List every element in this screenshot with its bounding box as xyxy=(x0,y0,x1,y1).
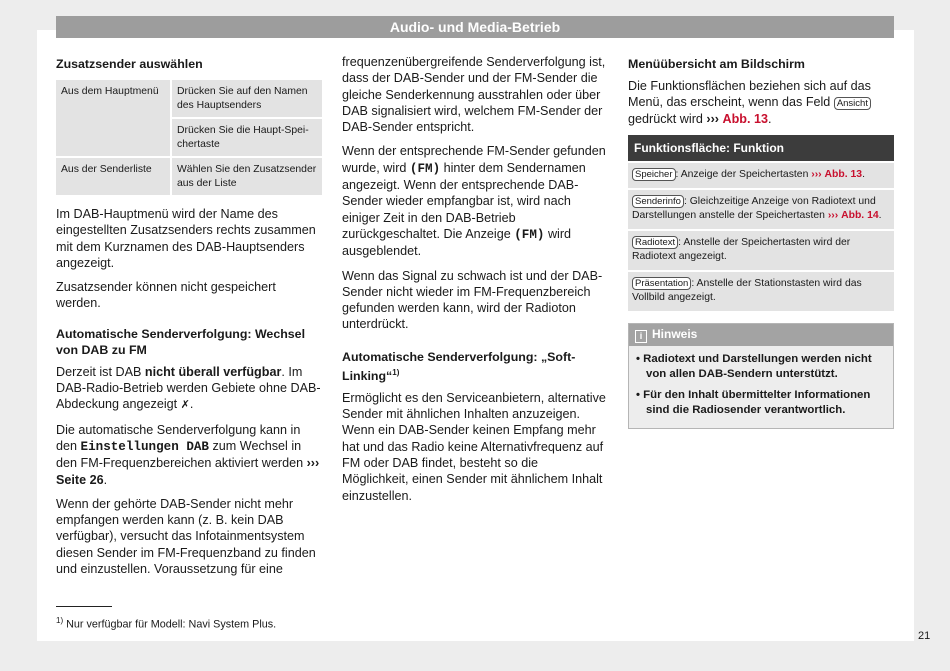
cross-reference-arrow-icon: ››› xyxy=(706,111,719,126)
heading-senderverfolgung-dab-fm: Automatische Senderverfolgung: Wechsel von DAB zu FM xyxy=(56,326,306,357)
table-row xyxy=(56,158,322,195)
section-header: Audio- und Media-Betrieb xyxy=(56,16,894,38)
list-item: • Für den Inhalt übermittelter Informationen sind die Radiosender verantwortlich. xyxy=(636,388,871,416)
table-cell: Aus der Senderliste xyxy=(56,158,170,195)
heading-menueuebersicht: Menüübersicht am Bildschirm xyxy=(628,57,805,71)
note-body xyxy=(629,346,893,428)
function-table-header: Funktionsfläche: Funktion xyxy=(628,135,894,161)
function-row: Speicher : Anzeige der Speichertasten ››› Abb. 13. xyxy=(628,163,894,188)
paragraph: Wenn das Signal zu schwach ist und der DAB-Sender nicht wieder im FM-Frequenzbereich gefunden werden kann, wird der Radioton unterdrückt. xyxy=(342,268,603,332)
table-cell: Wählen Sie den Zusatzsender aus der Liste xyxy=(172,158,322,195)
figure-link[interactable]: Abb. 13 xyxy=(824,168,863,180)
paragraph: Wenn der entsprechende FM-Sender gefunden wurde, wird (FM) hinter dem Sendernamen angezeigt. Wenn der entsprechende DAB-Sender wieder empfangbar ist, wird nach einiger Zeit in den DAB-Betrieb zurückgeschaltet. Die Anzeige (FM) wird ausgeblendet. xyxy=(342,144,606,259)
radiotext-button-label: Radiotext xyxy=(632,236,678,249)
cross-reference-arrow-icon: ››› xyxy=(306,456,320,471)
paragraph: frequenzenübergreifende Senderverfolgung ist, dass der DAB-Sender und der FM-Sender die gleiche Senderkennung ausstrahlen oder über DAB signalisiert wird, welchem FM-Sender der DAB-Sender entspricht. xyxy=(342,55,606,135)
info-icon: i xyxy=(635,330,647,343)
function-row: Präsentation : Anstelle der Stationstasten wird das Vollbild angezeigt. xyxy=(628,272,894,311)
praesentation-button-label: Präsentation xyxy=(632,277,691,290)
figure-link[interactable]: Abb. 14 xyxy=(841,209,879,221)
list-item: • Radiotext und Darstellungen werden nicht von allen DAB-Sendern unterstützt. xyxy=(636,352,872,380)
paragraph: Die Funktionsflächen beziehen sich auf das Menü, das erscheint, wenn das Feld Ansicht gedrückt wird ››› Abb. 13. xyxy=(628,79,871,126)
no-dab-icon: ✗ xyxy=(180,399,190,412)
table-row xyxy=(56,80,322,117)
ansicht-button-label: Ansicht xyxy=(834,97,871,110)
function-row: Senderinfo : Gleichzeitige Anzeige von Radiotext und Darstellungen anstelle der Speichertasten ››› Abb. 14. xyxy=(628,190,894,229)
footnote: $^{1)}$ Nur verfügbar für Modell: Navi System Plus. xyxy=(56,616,277,631)
note-header: i Hinweis xyxy=(629,324,893,346)
figure-link[interactable]: Abb. 13 xyxy=(722,111,768,126)
column-3 xyxy=(628,54,894,429)
function-row: Radiotext : Anstelle der Speichertasten wird der Radiotext angezeigt. xyxy=(628,231,894,270)
paragraph: Derzeit ist DAB nicht überall verfügbar. Im DAB-Radio-Betrieb werden Gebiete ohne DAB-Abdeckung angezeigt ✗. xyxy=(56,364,321,412)
heading-zusatzsender: Zusatzsender auswählen xyxy=(56,57,203,71)
paragraph: Die automatische Senderverfolgung kann in den Einstellungen DAB zum Wechsel in den FM-Frequenzbereichen aktiviert werden ››› Seite 26. xyxy=(56,422,320,487)
paragraph: Wenn der gehörte DAB-Sender nicht mehr empfangen werden kann (z. B. kein DAB verfügbar), versucht das Infotainmentsystem diesen Sender im FM-Frequenzband zu finden und einzustellen. Voraussetzung für eine xyxy=(56,496,316,577)
senderinfo-button-label: Senderinfo xyxy=(632,195,684,208)
table-cell: Aus dem Hauptmenü xyxy=(56,80,170,156)
column-2 xyxy=(342,54,606,512)
heading-soft-linking: Automatische Senderverfolgung: „Soft-Linking“$^{1)}$ xyxy=(342,349,576,383)
paragraph: Ermöglicht es den Serviceanbietern, alternative Sender mit ähnlichen Inhalten anzuzeigen. Wenn ein DAB-Sender keinen Empfang mehr hat und das Radio keine Alternativfrequenz auf FM oder DAB findet, besteht so die Möglichkeit, einen Sender mit ähnlichem Inhalt einzustellen. xyxy=(342,390,606,503)
column-1 xyxy=(56,54,322,585)
note-box xyxy=(628,323,894,429)
table-cell: Drücken Sie auf den Namen des Hauptsenders xyxy=(172,80,322,117)
speicher-button-label: Speicher xyxy=(632,168,676,181)
paragraph: Zusatzsender können nicht gespeichert werden. xyxy=(56,280,276,311)
page-number: 21 xyxy=(918,630,931,642)
steps-table xyxy=(54,78,324,197)
function-table xyxy=(628,135,894,311)
footnote-divider xyxy=(56,606,112,607)
page-link[interactable]: Seite 26 xyxy=(56,472,104,487)
paragraph: Im DAB-Hauptmenü wird der Name des eingestellten Zusatzsenders rechts zusammen mit dem Kurznamen des DAB-Hauptsenders angezeigt. xyxy=(56,207,316,270)
table-cell: Drücken Sie die Haupt-Speichertaste xyxy=(172,119,322,156)
